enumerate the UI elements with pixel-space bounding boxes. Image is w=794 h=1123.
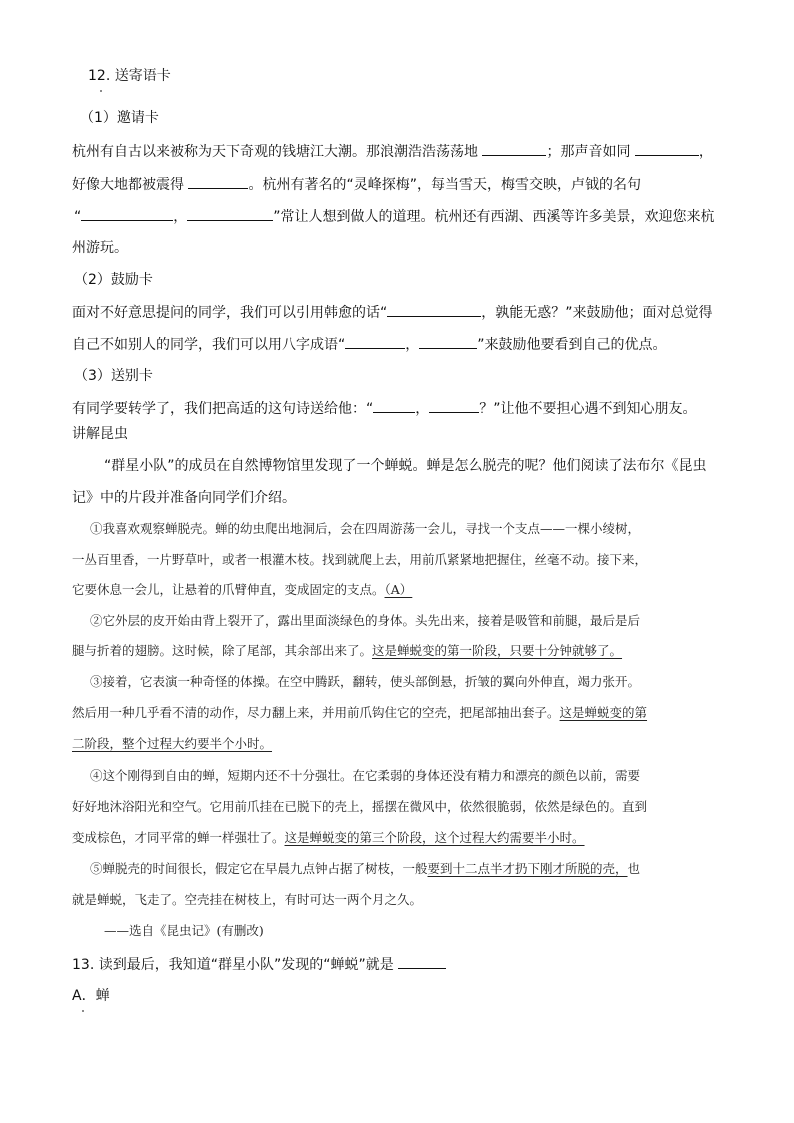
passage-source: ——选自《昆虫记》(有删改) — [104, 923, 264, 938]
passage-p3-line-3 — [72, 734, 272, 754]
passage-p1-line-3: 它要休息一会儿，让悬着的爪臂伸直，变成固定的支点。（A） — [72, 582, 413, 597]
passage-p2-line-1: ②它外层的皮开始由背上裂开了，露出里面淡绿色的身体。头先出来，接着是吸管和前腿，最后是后 — [90, 613, 641, 628]
blank-9[interactable] — [373, 398, 415, 413]
invitation-line-4: 州游玩。 — [72, 240, 128, 256]
passage-p5-line-1: ⑤蝉脱壳的时间很长，假定它在早晨九点钟占据了树枝，一般要到十二点半才扔下刚才所脱的壳，也 — [90, 861, 641, 876]
farewell-card-label: （3）送别卡 — [74, 368, 153, 384]
scan-speck — [100, 90, 102, 92]
blank-5[interactable] — [187, 206, 273, 221]
farewell-line-1: 有同学要转学了，我们把高适的这句诗送给他：“ ， ？”让他不要担心遇不到知心朋友。 — [72, 398, 697, 419]
underlined-stage-2b: 二阶段，整个过程大约要半个小时。 — [72, 736, 273, 751]
passage-p1-line-2: 一丛百里香，一片野草叶，或者一根灌木枝。找到就爬上去，用前爪紧紧地把握住，丝毫不动。接下来， — [72, 552, 648, 567]
invitation-line-2: 好像大地都被震得 。杭州有著名的“灵峰探梅”，每当雪天，梅雪交映，卢钺的名句 — [72, 174, 641, 195]
blank-q13[interactable] — [398, 954, 446, 969]
encourage-line-1: 面对不好意思提问的同学，我们可以引用韩愈的话“ ，孰能无惑？”来鼓励他；面对总觉得 — [72, 302, 713, 323]
blank-10[interactable] — [429, 398, 479, 413]
underlined-stage-1: 这是蝉蜕变的第一阶段，只要十分钟就够了。 — [372, 643, 623, 658]
underlined-stage-3: 这是蝉蜕变的第三个阶段，这个过程大约需要半小时。 — [284, 830, 585, 845]
marker-a: （A） — [384, 582, 413, 597]
passage-p1-line-1: ①我喜欢观察蝉脱壳。蝉的幼虫爬出地洞后，会在四周游荡一会儿，寻找一个支点——一棵小绫树， — [90, 521, 641, 536]
invitation-card-label: （1）邀请卡 — [80, 110, 159, 126]
passage-p4-line-3: 变成棕色，才同平常的蝉一样强壮了。这是蝉蜕变的第三个阶段，这个过程大约需要半小时。 — [72, 830, 585, 845]
passage-p4-line-2: 好好地沐浴阳光和空气。它用前爪挂在已脱下的壳上，摇摆在微风中，依然很脆弱，依然是绿色的。直到 — [72, 799, 648, 814]
encourage-card-label: （2）鼓励卡 — [74, 272, 153, 288]
passage-p5-line-2: 就是蝉蜕，飞走了。空壳挂在树枝上，有时可达一两个月之久。 — [72, 892, 423, 907]
scan-speck — [82, 1010, 84, 1012]
passage-p2-line-2: 腿与折着的翅膀。这时候，除了尾部，其余部出来了。这是蝉蜕变的第一阶段，只要十分钟就够了。 — [72, 643, 623, 658]
invitation-line-3: “ ， ”常让人想到做人的道理。杭州还有西湖、西溪等许多美景，欢迎您来杭 — [74, 206, 715, 227]
option-a[interactable]: A．蝉 — [72, 988, 110, 1004]
section-title: 讲解昆虫 — [72, 426, 128, 442]
passage-p3-line-2: 然后用一种几乎看不清的动作，尽力翻上来，并用前爪钩住它的空壳，把尾部抽出套子。这是蝉蜕变的第 — [72, 705, 648, 720]
question-12-heading: 12. 送寄语卡 — [88, 68, 171, 84]
blank-2[interactable] — [635, 141, 699, 156]
underlined-stage-2a: 这是蝉蜕变的第 — [559, 705, 648, 720]
blank-4[interactable] — [81, 206, 173, 221]
blank-3[interactable] — [188, 174, 248, 189]
blank-1[interactable] — [482, 141, 546, 156]
encourage-line-2: 自己不如别人的同学，我们可以用八字成语“ ， ”来鼓励他要看到自己的优点。 — [72, 334, 667, 355]
blank-8[interactable] — [419, 334, 477, 349]
question-13-stem: 13. 读到最后，我知道“群星小队”发现的“蝉蜕”就是 — [72, 954, 446, 975]
passage-p3-line-1: ③接着，它表演一种奇怪的体操。在空中腾跃，翻转，使头部倒悬，折皱的翼向外伸直，竭力张开。 — [90, 674, 641, 689]
section-intro-2: 记》中的片段并准备向同学们介绍。 — [72, 490, 296, 506]
underlined-time: 要到十二点半才扔下刚才所脱的壳， — [427, 861, 628, 876]
blank-6[interactable] — [387, 302, 481, 317]
passage-p4-line-1: ④这个刚得到自由的蝉，短期内还不十分强壮。在它柔弱的身体还没有精力和漂亮的颜色以前，需要 — [90, 768, 641, 783]
section-intro-1: “群星小队”的成员在自然博物馆里发现了一个蝉蜕。蝉是怎么脱壳的呢？他们阅读了法布尔《昆虫 — [104, 458, 707, 474]
blank-7[interactable] — [345, 334, 405, 349]
invitation-line-1: 杭州有自古以来被称为天下奇观的钱塘江大潮。那浪潮浩浩荡荡地 ；那声音如同 ， — [72, 141, 713, 162]
